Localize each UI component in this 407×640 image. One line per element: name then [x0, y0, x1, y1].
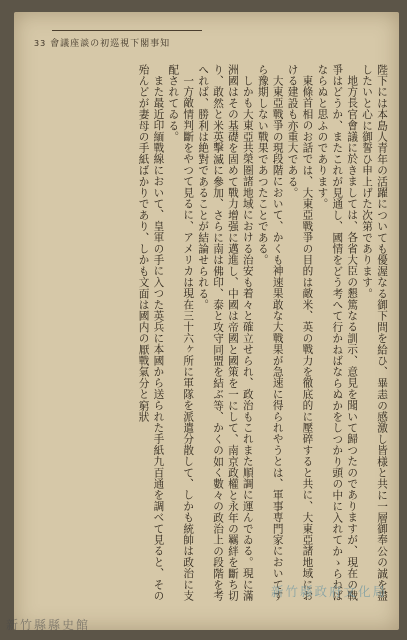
watermark-culture-bureau: 新竹縣政府文化局 — [270, 584, 387, 599]
paragraph-4: 大東亞戰爭の現段階において、かくも神速果敢な大戰果が急速に得られやうとは、軍事専門家においてすら豫期しない戰果であつたことである。 — [256, 64, 284, 601]
paragraph-6: 一方敵情判斷をやつて見るに、アメリカは現在三十六ヶ所に軍隊を派遣分散して、しかも統帥は政治に支配されてゐる。 — [167, 64, 195, 601]
header-rule — [52, 30, 202, 31]
page-number: 33 — [34, 39, 47, 48]
paragraph-3: 東條首相のお話では、大東亞戰爭の目的は敵米、英の戰力を徹底的に壓碎すると共に、大東亞諸地域における建設も亦重大である。 — [286, 64, 314, 601]
watermark-county-history-museum: 新竹縣縣史館 — [6, 618, 91, 632]
paragraph-2: 地方長官會議に於きましては、各省大臣の懇篤なる訓示、意見を聞いて歸つたのでありますが、現在の戰爭はどうか、またこれが見通し、國情をどう考へて行かねばならぬかをしつかり頭の中に入れてかゝらねばならぬと思ふのであります。 — [316, 64, 359, 602]
running-header — [34, 36, 170, 49]
paragraph-5: しかも大東亞共榮圏諸地域における治安も着々と確立せられ、政治もこれまた順調に運んでゐる。現に滿洲國はその基礎を固めて戰力增强に邁進し、中國は帝國と國策を一にして、南京政權と永年の羈絆を斷ち切り、敢然と米英擊滅に參加、さらに南は佛印、泰と攻守同盟を結ぶ等、かくの如く數々の政治上の段階を考へれば、勝利は絶對であることが結論せられる。 — [197, 64, 254, 602]
vertical-body-text — [136, 64, 389, 604]
running-title: 會議座談の初巡視下閣事知 — [50, 39, 171, 49]
paragraph-7: また最近印緬戰線において、皇軍の手に入つた英兵に本國から送られた手紙九百通を調べて見ると、その殆んどが妻母の手紙ばかりであり、しかも文面は國内の厭戰氣分と窮狀 — [137, 64, 165, 601]
paragraph-1: 陛下には本島人青年の活躍についても優渥なる御下問を給ひ、畢恚の感激し皆様と共に一層御奉公の誠を盡したいと心に御誓ひ申上げた次第であります。 — [361, 64, 388, 602]
